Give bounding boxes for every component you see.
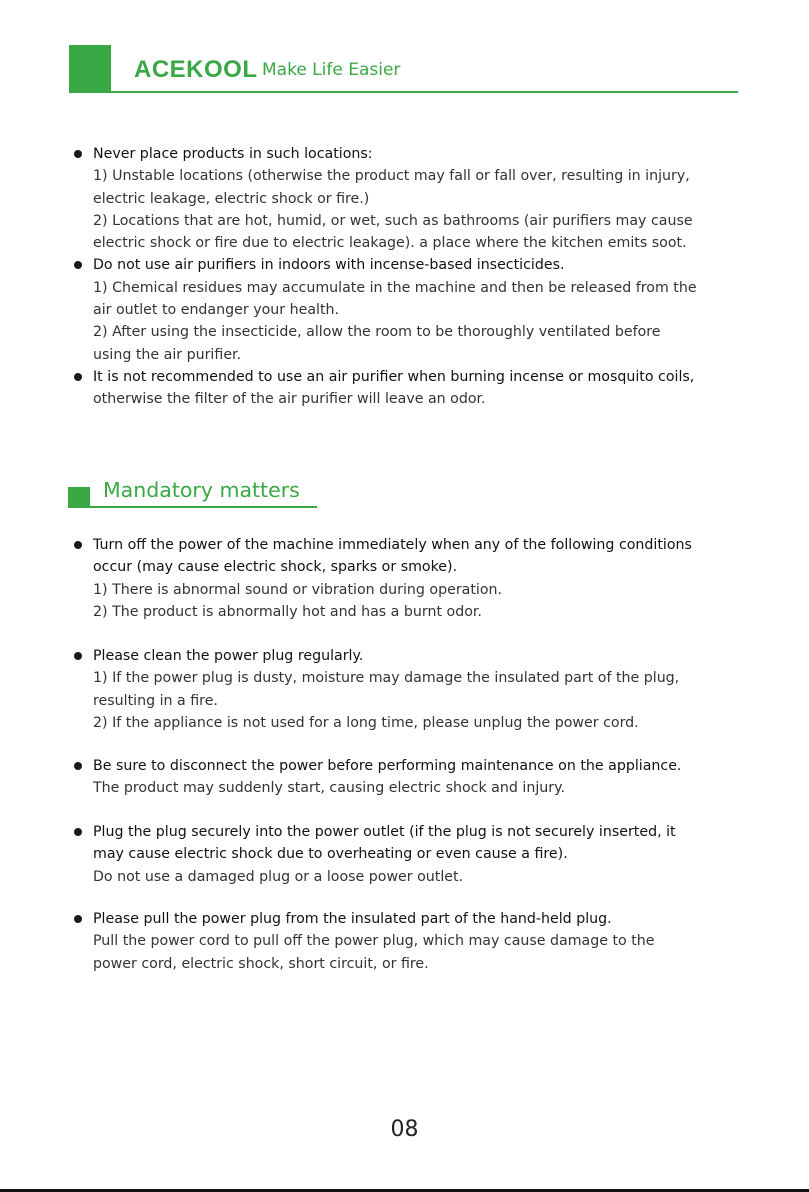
bullet-icon — [74, 261, 82, 269]
section-green-block — [68, 487, 90, 506]
page-number: 08 — [390, 1117, 419, 1142]
list-item-line: Pull the power cord to pull off the power plug, which may cause damage to the — [93, 933, 655, 950]
list-item-line: 2) The product is abnormally hot and has a burnt odor. — [93, 603, 482, 620]
bullet-icon — [74, 828, 82, 836]
header-green-block — [69, 45, 111, 92]
list-item-line: 1) If the power plug is dusty, moisture may damage the insulated part of the plug, — [93, 670, 680, 687]
list-item — [0, 821, 809, 888]
mandatory-list — [0, 534, 809, 623]
list-item-line: The product may suddenly start, causing electric shock and injury. — [93, 780, 565, 797]
list-item-title: Turn off the power of the machine immediately when any of the following conditions — [93, 537, 692, 553]
bullet-icon — [74, 762, 82, 770]
list-item — [0, 254, 809, 365]
list-item-line: electric shock or fire due to electric leakage). a place where the kitchen emits soot. — [93, 235, 687, 252]
list-item-title-cont: occur (may cause electric shock, sparks or smoke). — [93, 559, 458, 576]
list-item-line: 1) There is abnormal sound or vibration during operation. — [93, 581, 503, 598]
mandatory-list — [0, 821, 809, 888]
list-item-line: 2) After using the insecticide, allow the room to be thoroughly ventilated before — [93, 324, 661, 341]
precautions-list — [0, 143, 809, 411]
list-item — [0, 366, 809, 411]
list-item — [0, 534, 809, 623]
list-item-title: Plug the plug securely into the power outlet (if the plug is not securely inserted, it — [93, 824, 676, 840]
mandatory-list — [0, 645, 809, 734]
list-item-line: using the air purifier. — [93, 346, 242, 363]
list-item-title-cont: may cause electric shock due to overheating or even cause a fire). — [93, 846, 568, 863]
list-item-line: 1) Unstable locations (otherwise the product may fall or fall over, resulting in injury, — [93, 168, 690, 185]
list-item-line: resulting in a fire. — [93, 692, 218, 709]
section-title: Mandatory matters — [103, 478, 300, 502]
list-item-title: Please pull the power plug from the insulated part of the hand-held plug. — [93, 911, 612, 927]
list-item-title: Do not use air purifiers in indoors with incense-based insecticides. — [93, 257, 565, 274]
list-item — [0, 143, 809, 254]
list-item — [0, 908, 809, 975]
mandatory-list — [0, 755, 809, 800]
list-item-line: 1) Chemical residues may accumulate in the machine and then be released from the — [93, 279, 697, 296]
list-item-line: electric leakage, electric shock or fire.) — [93, 190, 370, 207]
bullet-icon — [74, 915, 82, 923]
mandatory-list — [0, 908, 809, 975]
list-item-line: 2) If the appliance is not used for a long time, please unplug the power cord. — [93, 714, 639, 731]
brand-tagline: Make Life Easier — [262, 60, 401, 80]
list-item-line: power cord, electric shock, short circuit, or fire. — [93, 955, 429, 972]
section-divider — [68, 506, 317, 508]
list-item-title: It is not recommended to use an air purifier when burning incense or mosquito coils, — [93, 368, 695, 385]
bullet-icon — [74, 541, 82, 549]
list-item-title: Never place products in such locations: — [93, 146, 373, 162]
bullet-icon — [74, 373, 82, 381]
list-item-title: Be sure to disconnect the power before performing maintenance on the appliance. — [93, 758, 682, 774]
list-item-line: 2) Locations that are hot, humid, or wet, such as bathrooms (air purifiers may cause — [93, 212, 693, 229]
list-item-line: otherwise the filter of the air purifier will leave an odor. — [93, 391, 486, 408]
brand-logo: ACEKOOL — [134, 56, 258, 83]
bullet-icon — [74, 150, 82, 158]
list-item-title: Please clean the power plug regularly. — [93, 648, 364, 664]
list-item-line: air outlet to endanger your health. — [93, 302, 340, 319]
list-item — [0, 755, 809, 800]
list-item-line: Do not use a damaged plug or a loose power outlet. — [93, 868, 464, 885]
header-divider — [69, 91, 738, 93]
list-item — [0, 645, 809, 734]
bullet-icon — [74, 652, 82, 660]
